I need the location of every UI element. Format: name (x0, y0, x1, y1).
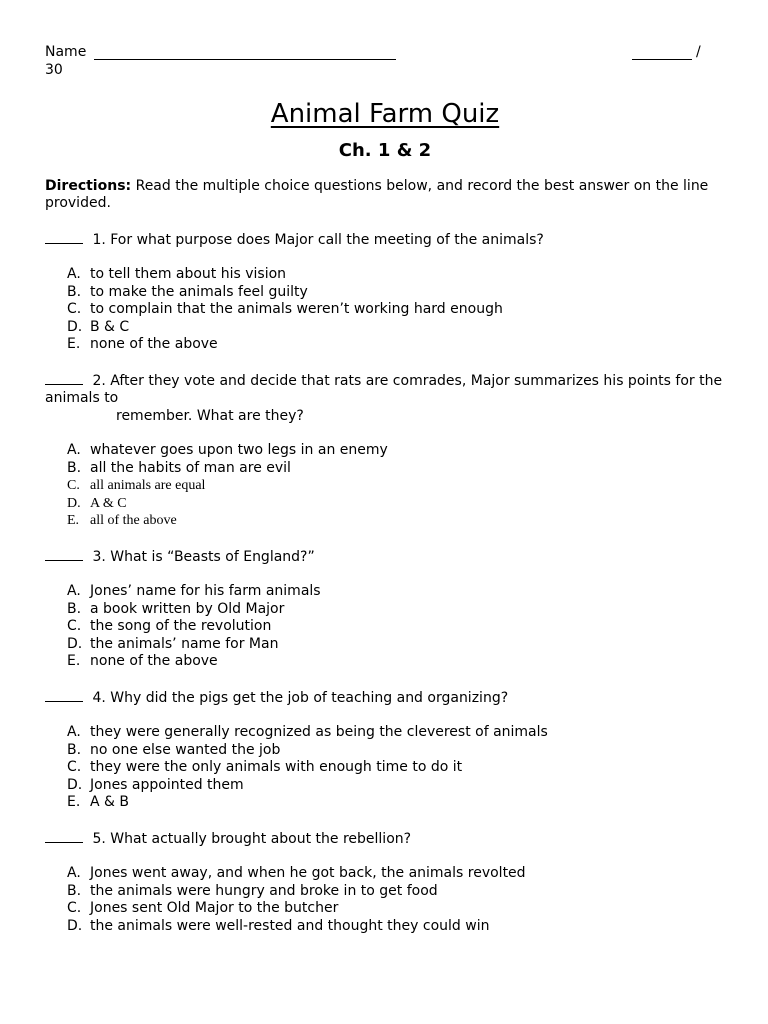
option-text: A & B (90, 794, 129, 810)
option-letter: B. (67, 882, 82, 899)
option-letter: B. (67, 600, 82, 617)
option-text: B & C (90, 318, 130, 335)
option-text: A & C (90, 495, 127, 511)
option-text: all animals are equal (90, 478, 206, 493)
option-letter: D. (67, 495, 81, 511)
directions-label: Directions: (45, 177, 132, 194)
option-letter: E. (67, 336, 81, 352)
option-text: none of the above (90, 336, 218, 352)
option-letter: C. (67, 618, 82, 634)
option-item (45, 512, 725, 530)
option-item (45, 900, 725, 918)
option-item (45, 653, 725, 671)
option-letter: D. (67, 776, 83, 793)
directions (45, 178, 725, 213)
option-text: Jones’ name for his farm animals (90, 583, 321, 599)
option-letter: A. (67, 266, 81, 282)
option-item (45, 759, 725, 777)
option-text: whatever goes upon two legs in an enemy (90, 442, 388, 458)
answer-blank-5[interactable] (45, 829, 83, 843)
header-row (45, 44, 725, 62)
option-letter: D. (67, 635, 83, 652)
options-list-4 (45, 724, 725, 812)
option-letter: E. (67, 513, 80, 528)
option-letter: A. (67, 724, 81, 740)
score-total: 30 (45, 62, 63, 78)
option-letter: B. (67, 741, 82, 758)
quiz-page (45, 44, 725, 935)
option-text: they were the only animals with enough time to do it (90, 759, 463, 775)
option-item (45, 918, 725, 936)
option-item (45, 583, 725, 601)
question-text: 3. What is “Beasts of England?” (88, 548, 315, 565)
options-list-3 (45, 583, 725, 671)
options-list-5 (45, 865, 725, 935)
option-text: the animals’ name for Man (90, 635, 279, 652)
option-letter: A. (67, 583, 81, 599)
option-item (45, 777, 725, 795)
option-text: the animals were hungry and broke in to get food (90, 882, 438, 899)
option-text: the animals were well-rested and thought they could win (90, 917, 490, 934)
option-text: to make the animals feel guilty (90, 283, 308, 300)
option-item (45, 724, 725, 742)
score-slash: / (696, 44, 701, 60)
option-text: none of the above (90, 653, 218, 669)
question-text-continued: remember. What are they? (116, 407, 304, 424)
option-item (45, 883, 725, 901)
option-item (45, 601, 725, 619)
option-letter: B. (67, 283, 82, 300)
name-label: Name (45, 44, 87, 60)
question-text: 1. For what purpose does Major call the meeting of the animals? (88, 231, 544, 248)
option-item (45, 495, 725, 513)
option-text: Jones went away, and when he got back, the animals revolted (90, 865, 526, 881)
option-text: Jones appointed them (90, 776, 244, 793)
option-text: a book written by Old Major (90, 600, 285, 617)
page-title: Animal Farm Quiz (270, 98, 500, 129)
option-item (45, 460, 725, 478)
directions-text: Read the multiple choice questions below, and record the best answer on the line provided. (45, 177, 709, 211)
option-text: no one else wanted the job (90, 741, 281, 758)
name-blank-line[interactable] (94, 59, 396, 60)
option-item (45, 301, 725, 319)
page-subtitle: Ch. 1 & 2 (338, 139, 432, 161)
option-item (45, 794, 725, 812)
option-item (45, 319, 725, 337)
option-item (45, 865, 725, 883)
option-letter: C. (67, 478, 80, 493)
option-letter: B. (67, 459, 82, 476)
option-letter: C. (67, 759, 82, 775)
question-1 (45, 230, 725, 250)
option-text: all the habits of man are evil (90, 459, 291, 476)
answer-blank-3[interactable] (45, 547, 83, 561)
option-text: the song of the revolution (90, 618, 272, 634)
option-text: to complain that the animals weren’t working hard enough (90, 301, 503, 317)
option-item (45, 442, 725, 460)
option-item (45, 742, 725, 760)
option-text: to tell them about his vision (90, 266, 287, 282)
answer-blank-1[interactable] (45, 230, 83, 244)
answer-blank-4[interactable] (45, 688, 83, 702)
option-letter: A. (67, 442, 81, 458)
option-letter: A. (67, 865, 81, 881)
options-list-2 (45, 442, 725, 530)
option-item (45, 618, 725, 636)
options-list-1 (45, 266, 725, 354)
question-text: 4. Why did the pigs get the job of teaching and organizing? (88, 689, 509, 706)
question-2 (45, 371, 725, 426)
option-text: Jones sent Old Major to the butcher (90, 900, 339, 916)
option-item (45, 477, 725, 495)
question-3 (45, 547, 725, 567)
option-text: they were generally recognized as being the cleverest of animals (90, 724, 548, 740)
option-item (45, 284, 725, 302)
option-letter: E. (67, 794, 81, 810)
answer-blank-2[interactable] (45, 371, 83, 385)
question-text: 2. After they vote and decide that rats are comrades, Major summarizes his points for the animals to (45, 372, 723, 406)
score-blank-line[interactable] (632, 59, 692, 60)
option-letter: E. (67, 653, 81, 669)
option-letter: C. (67, 301, 82, 317)
option-item (45, 266, 725, 284)
question-text: 5. What actually brought about the rebellion? (88, 830, 412, 847)
option-item (45, 336, 725, 354)
option-letter: D. (67, 318, 83, 335)
option-letter: C. (67, 900, 82, 916)
option-item (45, 636, 725, 654)
question-5 (45, 829, 725, 849)
option-letter: D. (67, 917, 83, 934)
question-4 (45, 688, 725, 708)
option-text: all of the above (90, 513, 177, 528)
